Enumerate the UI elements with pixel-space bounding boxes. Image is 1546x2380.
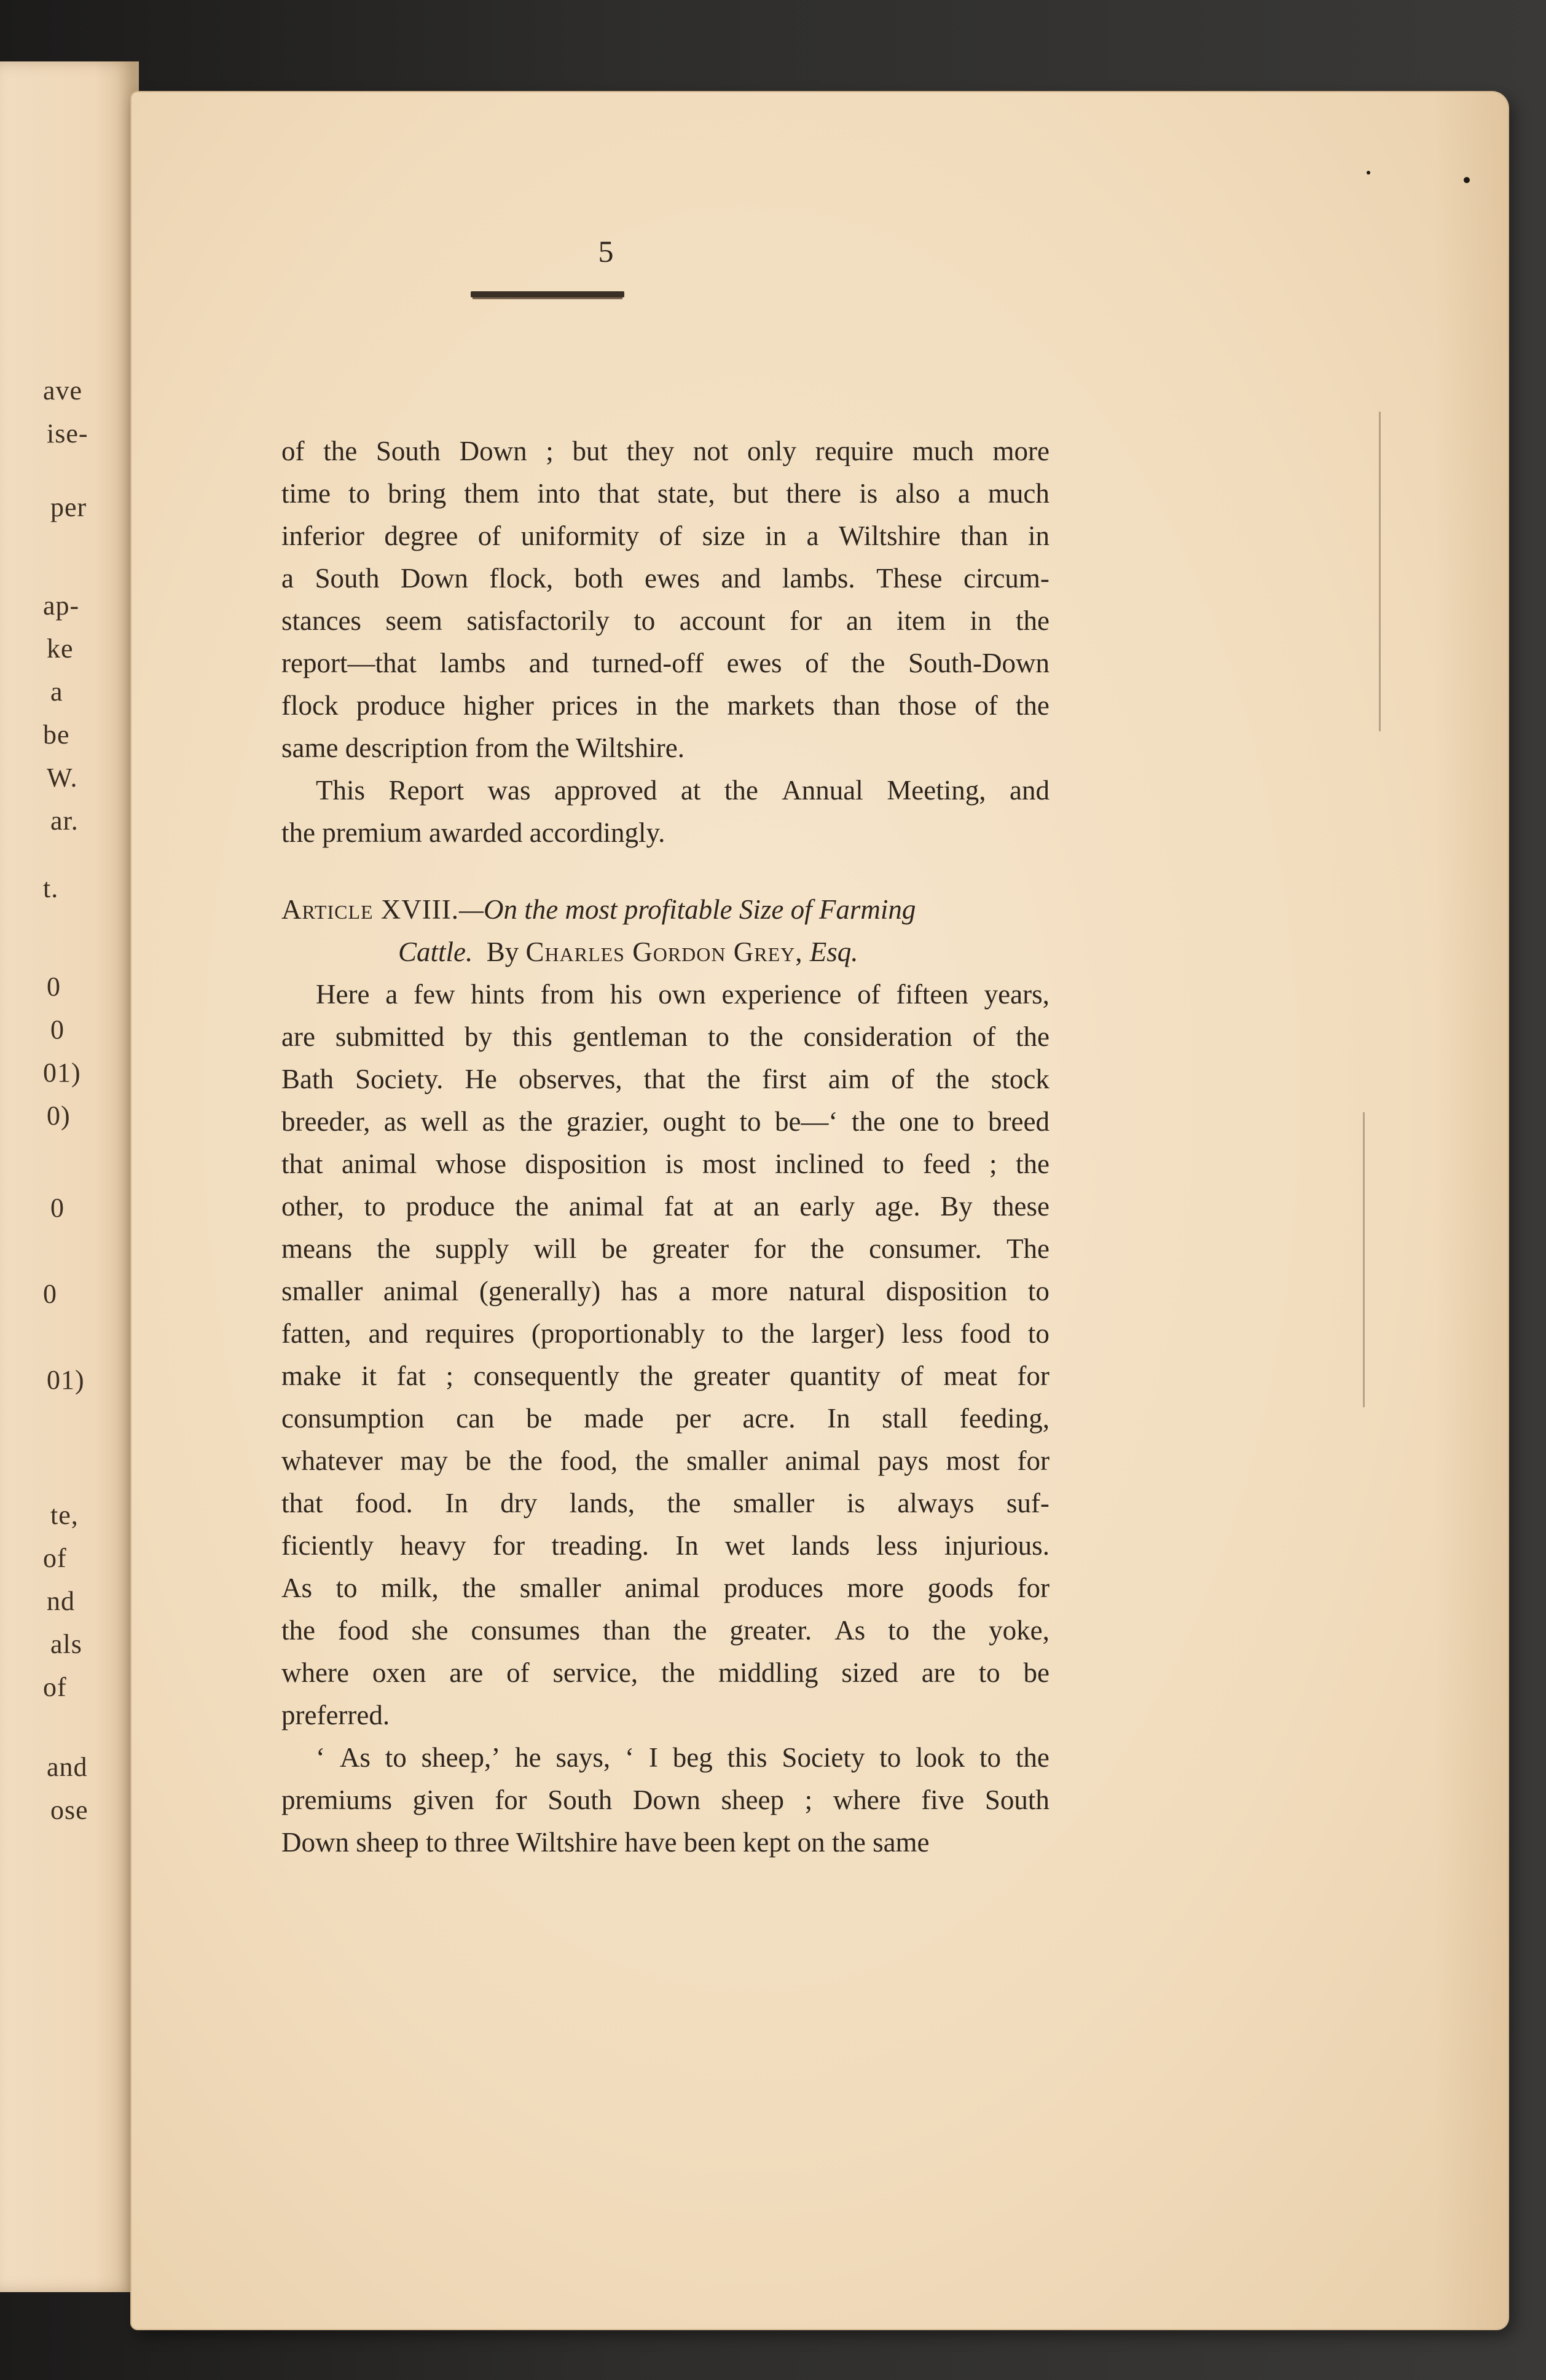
left-page-text-fragment: 0 (50, 1015, 65, 1045)
left-page-text-fragment: als (50, 1629, 82, 1659)
left-page-text-fragment: of (43, 1543, 67, 1573)
header-rule (471, 291, 624, 297)
text-line: whatever may be the food, the smaller animal pays most for (281, 1445, 1050, 1476)
page-wear-mark (1363, 1112, 1365, 1407)
text-line: consumption can be made per acre. In stall feeding, (281, 1403, 1050, 1434)
article-by: By (486, 937, 519, 967)
left-page-text-fragment: ave (43, 375, 83, 406)
text-line: make it fat ; consequently the greater quantity of meat for (281, 1361, 1050, 1391)
page-number: 5 (598, 234, 614, 269)
left-page-text-fragment: 0) (47, 1101, 71, 1131)
left-page-text-fragment: of (43, 1672, 67, 1702)
page-wear-mark (1379, 412, 1381, 731)
text-line: stances seem satisfactorily to account for an item in the (281, 605, 1050, 636)
text-line: This Report was approved at the Annual Meeting, and (316, 775, 1050, 806)
paragraph-hints (281, 973, 1050, 1737)
article-title-part2: Cattle. (398, 937, 473, 967)
text-line: that animal whose disposition is most inclined to feed ; the (281, 1149, 1050, 1179)
article-label: Article XVIII. (281, 894, 460, 925)
text-line: time to bring them into that state, but there is also a much (281, 478, 1050, 509)
left-page-text-fragment: a (50, 677, 63, 707)
text-line: that food. In dry lands, the smaller is always suf- (281, 1488, 1050, 1518)
left-page-text-fragment: W. (47, 763, 78, 793)
left-page-text-fragment: ose (50, 1795, 88, 1825)
previous-page-edge (0, 61, 139, 2292)
ink-spot (1464, 177, 1470, 183)
left-page-text-fragment: ap- (43, 591, 80, 621)
text-line: premiums given for South Down sheep ; where five South (281, 1785, 1050, 1815)
text-line: ficiently heavy for treading. In wet lands less injurious. (281, 1530, 1050, 1561)
text-line: flock produce higher prices in the markets than those of the (281, 690, 1050, 721)
text-line: means the supply will be greater for the consumer. The (281, 1233, 1050, 1264)
text-line: As to milk, the smaller animal produces more goods for (281, 1573, 1050, 1603)
left-page-text-fragment: 01) (47, 1365, 85, 1395)
left-page-text-fragment: 01) (43, 1058, 81, 1088)
text-line: a South Down flock, both ewes and lambs. These circum- (281, 563, 1050, 594)
left-page-text-fragment: per (50, 492, 87, 522)
paragraph-report-approved (281, 769, 1050, 854)
left-page-text-fragment: be (43, 720, 70, 750)
paragraph-sheep (281, 1737, 1050, 1864)
text-line: inferior degree of uniformity of size in a Wiltshire than in (281, 520, 1050, 551)
left-page-text-fragment: and (47, 1752, 88, 1782)
text-line: of the South Down ; but they not only require much more (281, 436, 1050, 466)
text-line: preferred. (281, 1700, 390, 1730)
left-page-text-fragment: ise- (47, 418, 88, 449)
text-line: Here a few hints from his own experience of fifteen years, (316, 979, 1050, 1010)
text-line: Bath Society. He observes, that the first aim of the stock (281, 1064, 1050, 1094)
article-heading-line-1 (281, 889, 1050, 931)
left-page-text-fragment: nd (47, 1586, 75, 1616)
paragraph-continuation (281, 430, 1050, 769)
left-page-text-fragment: ar. (50, 806, 79, 836)
page-text (281, 430, 1050, 1864)
ink-spot (1367, 171, 1370, 175)
text-line: where oxen are of service, the middling sized are to be (281, 1657, 1050, 1688)
text-line: are submitted by this gentleman to the consideration of the (281, 1021, 1050, 1052)
text-line: smaller animal (generally) has a more natural disposition to (281, 1276, 1050, 1306)
text-line: breeder, as well as the grazier, ought to be—‘ the one to breed (281, 1106, 1050, 1137)
article-heading (281, 889, 1050, 973)
text-line: same description from the Wiltshire. (281, 732, 685, 763)
left-page-text-fragment: 0 (47, 972, 61, 1002)
page-edge-shadow (1434, 92, 1508, 2329)
left-page-text-fragment: t. (43, 873, 59, 903)
text-line: the food she consumes than the greater. As to the yoke, (281, 1615, 1050, 1646)
text-line: other, to produce the animal fat at an early age. By these (281, 1191, 1050, 1222)
article-title-part1: —On the most profitable Size of Farming (459, 894, 916, 925)
left-page-text-fragment: ke (47, 634, 74, 664)
article-esq: Esq. (809, 937, 858, 967)
text-line: the premium awarded accordingly. (281, 817, 665, 848)
left-page-text-fragment: 0 (43, 1279, 57, 1309)
left-page-text-fragment: 0 (50, 1193, 65, 1223)
text-line: fatten, and requires (proportionably to the larger) less food to (281, 1318, 1050, 1349)
text-line: ‘ As to sheep,’ he says, ‘ I beg this Society to look to the (316, 1742, 1050, 1773)
left-page-text-fragment: te, (50, 1500, 79, 1530)
text-line: Down sheep to three Wiltshire have been kept on the same (281, 1827, 930, 1858)
article-heading-line-2 (281, 931, 1050, 973)
text-line: report—that lambs and turned-off ewes of the South-Down (281, 648, 1050, 678)
article-author: Charles Gordon Grey, (525, 937, 803, 967)
